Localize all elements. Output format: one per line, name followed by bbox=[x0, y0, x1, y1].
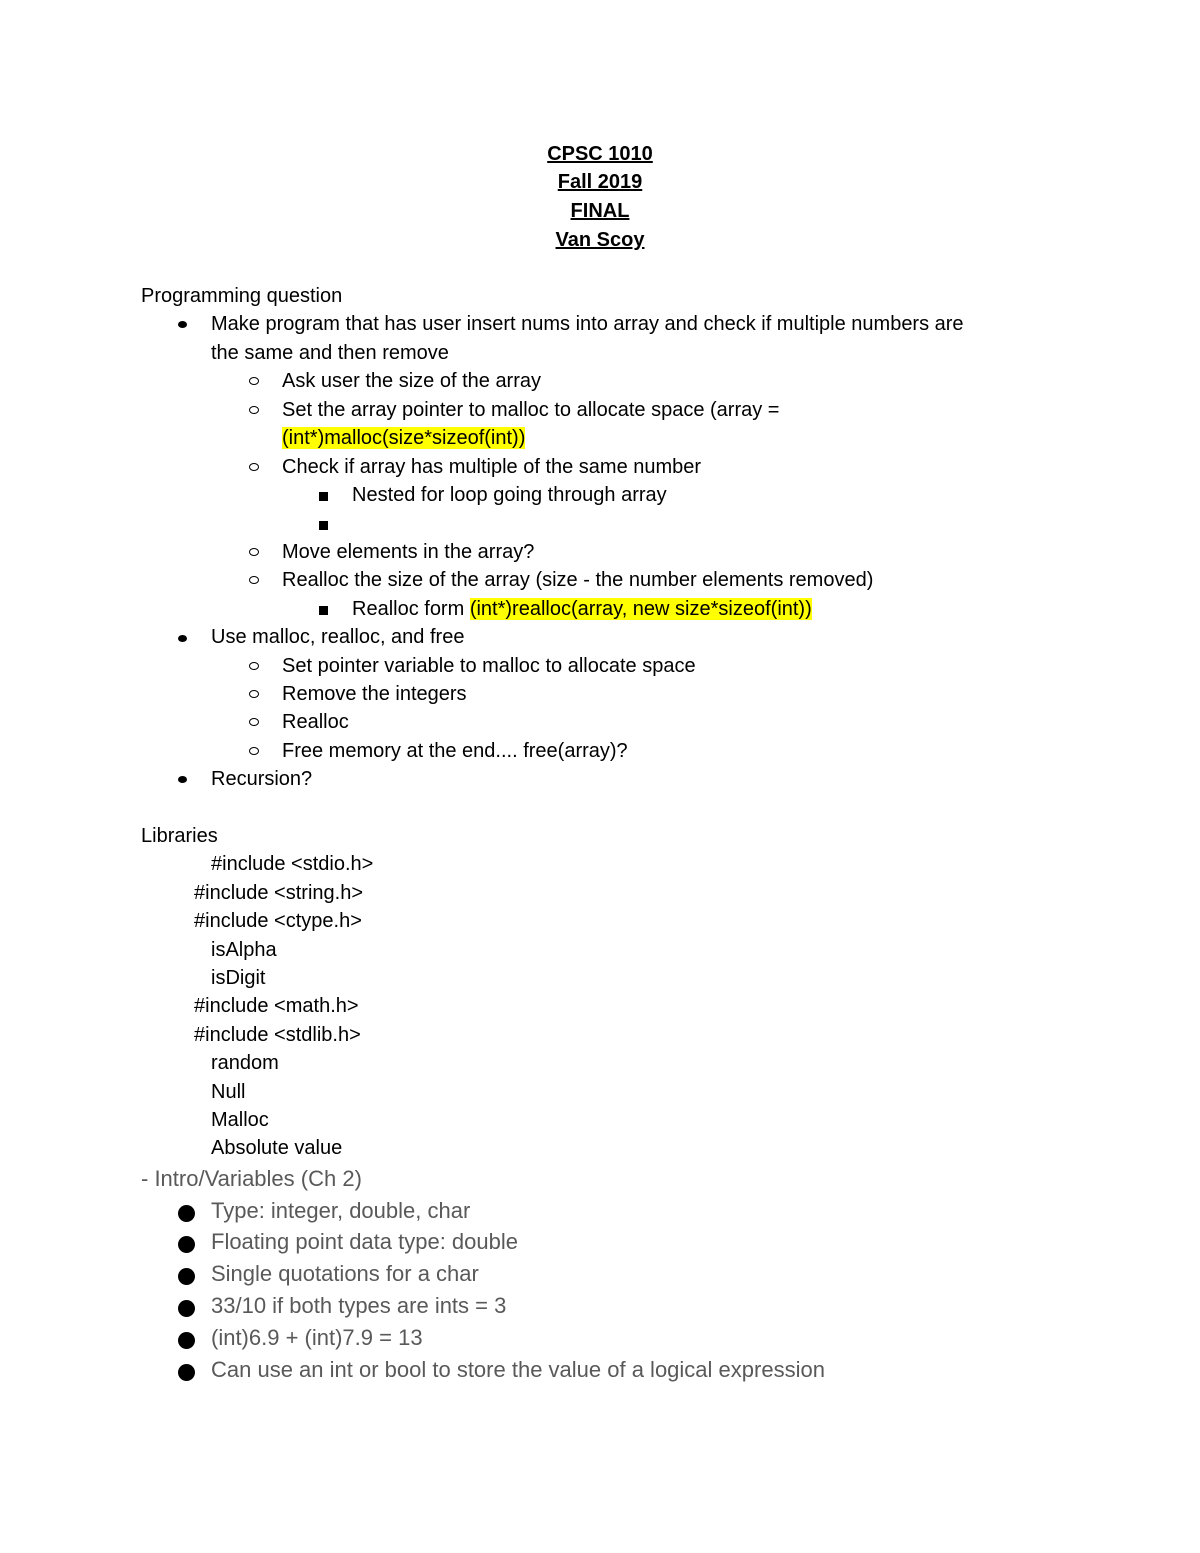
list-item: Nested for loop going through array bbox=[352, 484, 667, 506]
library-line: #include <stdlib.h> bbox=[194, 1024, 361, 1046]
library-line: #include <ctype.h> bbox=[194, 910, 362, 932]
list-item: (int)6.9 + (int)7.9 = 13 bbox=[211, 1325, 423, 1350]
bullet-disc-icon bbox=[178, 321, 187, 328]
list-item: Move elements in the array? bbox=[282, 541, 535, 563]
list-item: Make program that has user insert nums into array and check if multiple numbers are bbox=[211, 313, 964, 335]
course-title: CPSC 1010 bbox=[547, 143, 653, 165]
list-item: Single quotations for a char bbox=[211, 1261, 479, 1286]
list-item: Set pointer variable to malloc to allocate space bbox=[282, 655, 696, 677]
library-line: isAlpha bbox=[211, 939, 277, 961]
bullet-disc-icon bbox=[178, 635, 187, 642]
bullet-square-icon bbox=[319, 521, 328, 530]
bullet-disc-icon bbox=[178, 1332, 195, 1349]
library-line: isDigit bbox=[211, 967, 266, 989]
bullet-disc-icon bbox=[178, 1364, 195, 1381]
list-item: Remove the integers bbox=[282, 683, 467, 705]
list-item: Recursion? bbox=[211, 768, 313, 790]
list-item: Realloc the size of the array (size - the number elements removed) bbox=[282, 569, 874, 591]
instructor-title: Van Scoy bbox=[555, 229, 645, 251]
bullet-circle-icon bbox=[249, 463, 259, 471]
list-item: Realloc bbox=[282, 711, 349, 733]
bullet-disc-icon bbox=[178, 1205, 195, 1222]
library-line: #include <math.h> bbox=[194, 995, 359, 1017]
section-heading-libraries: Libraries bbox=[141, 825, 218, 847]
term-title: Fall 2019 bbox=[557, 171, 643, 193]
list-item: Free memory at the end.... free(array)? bbox=[282, 740, 628, 762]
bullet-disc-icon bbox=[178, 1300, 195, 1317]
bullet-disc-icon bbox=[178, 1236, 195, 1253]
bullet-disc-icon bbox=[178, 776, 187, 783]
bullet-circle-icon bbox=[249, 548, 259, 556]
list-item: Can use an int or bool to store the value of a logical expression bbox=[211, 1357, 825, 1382]
highlight-malloc: (int*)malloc(size*sizeof(int)) bbox=[282, 427, 526, 449]
library-line: random bbox=[211, 1052, 279, 1074]
list-item: Ask user the size of the array bbox=[282, 370, 542, 392]
section-heading-intro: - Intro/Variables (Ch 2) bbox=[141, 1166, 362, 1191]
bullet-circle-icon bbox=[249, 576, 259, 584]
realloc-prefix: Realloc form bbox=[352, 598, 470, 620]
highlight-realloc: (int*)realloc(array, new size*sizeof(int)) bbox=[469, 598, 812, 620]
bullet-square-icon bbox=[319, 492, 328, 501]
bullet-square-icon bbox=[319, 606, 328, 615]
bullet-circle-icon bbox=[249, 406, 259, 414]
bullet-circle-icon bbox=[249, 747, 259, 755]
bullet-disc-icon bbox=[178, 1268, 195, 1285]
library-line: Malloc bbox=[211, 1109, 269, 1131]
library-line: #include <stdio.h> bbox=[211, 853, 374, 875]
section-heading-programming: Programming question bbox=[141, 285, 343, 307]
library-line: Null bbox=[211, 1081, 246, 1103]
list-item bbox=[352, 595, 812, 623]
bullet-circle-icon bbox=[249, 718, 259, 726]
list-item: Check if array has multiple of the same number bbox=[282, 456, 702, 478]
bullet-circle-icon bbox=[249, 662, 259, 670]
exam-title: FINAL bbox=[570, 200, 630, 222]
bullet-circle-icon bbox=[249, 690, 259, 698]
library-line: #include <string.h> bbox=[194, 882, 364, 904]
list-item: Floating point data type: double bbox=[211, 1229, 519, 1254]
list-item: Type: integer, double, char bbox=[211, 1198, 471, 1223]
highlighted-code bbox=[282, 424, 525, 452]
bullet-circle-icon bbox=[249, 377, 259, 385]
library-line: Absolute value bbox=[211, 1137, 343, 1159]
list-item: Use malloc, realloc, and free bbox=[211, 626, 465, 648]
list-item: 33/10 if both types are ints = 3 bbox=[211, 1293, 507, 1318]
list-item: Set the array pointer to malloc to allocate space (array = bbox=[282, 399, 780, 421]
list-item-continuation: the same and then remove bbox=[211, 342, 449, 364]
